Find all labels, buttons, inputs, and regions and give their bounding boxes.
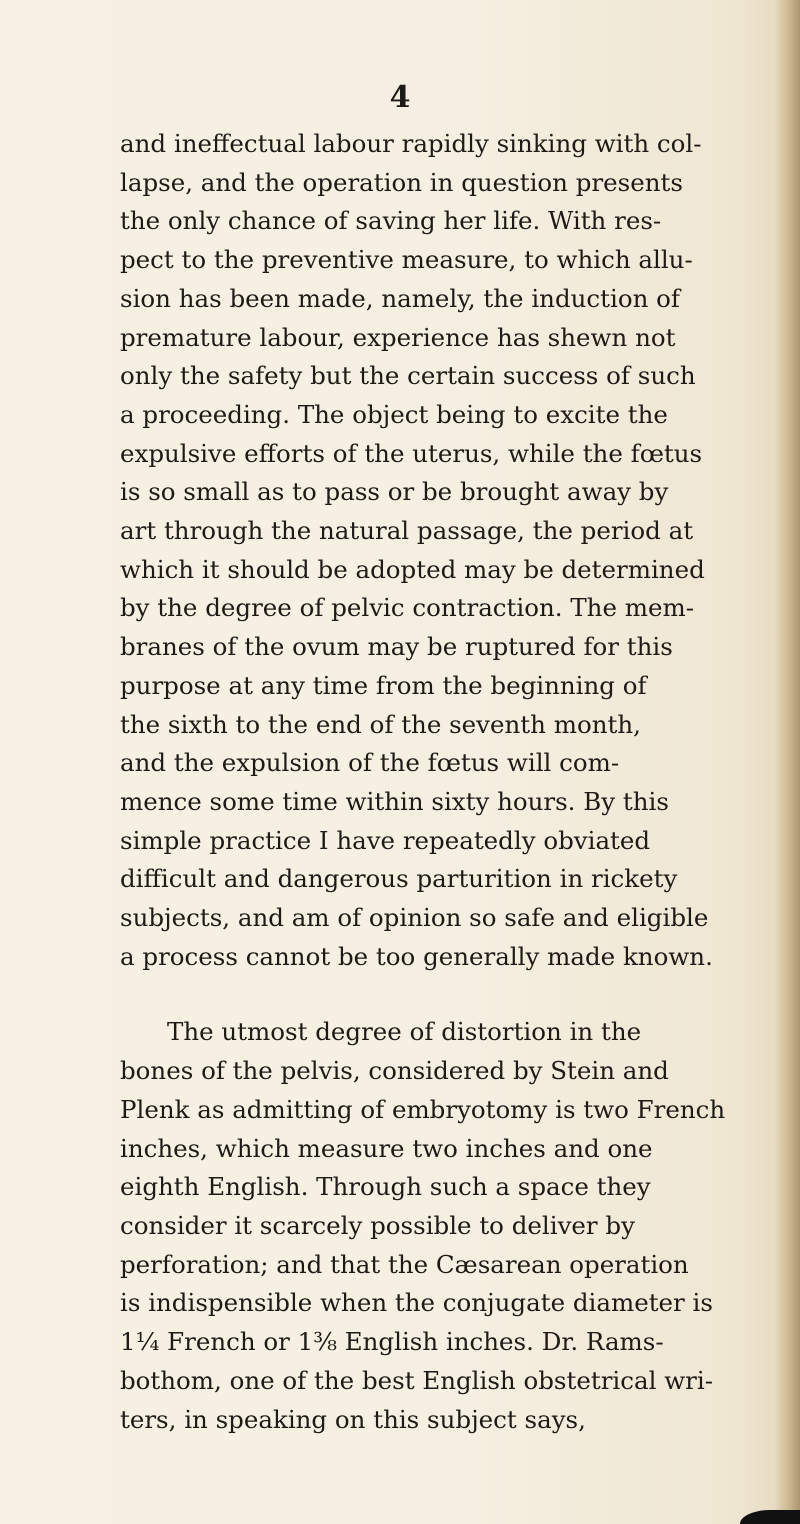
text-line: only the safety but the certain success of such [120, 361, 696, 391]
text-line: bones of the pelvis, considered by Stein and [120, 1056, 669, 1086]
text-line: subjects, and am of opinion so safe and eligible [120, 903, 709, 933]
text-line: is indispensible when the conjugate diameter is [120, 1288, 713, 1318]
page-corner-shadow [740, 1510, 800, 1524]
text-line: sion has been made, namely, the induction of [120, 283, 680, 313]
text-line: The utmost degree of distortion in the [167, 1017, 642, 1047]
text-line: the only chance of saving her life. With res- [120, 206, 662, 236]
text-line: ters, in speaking on this subject says, [120, 1404, 586, 1434]
body-text [120, 125, 760, 1439]
text-line: is so small as to pass or be brought away by [120, 477, 669, 507]
text-line: consider it scarcely possible to deliver by [120, 1210, 635, 1240]
text-line: perforation; and that the Cæsarean operation [120, 1249, 689, 1279]
text-line: Plenk as admitting of embryotomy is two French [120, 1094, 726, 1124]
text-line: difficult and dangerous parturition in rickety [120, 864, 678, 894]
text-line: and ineffectual labour rapidly sinking with col- [120, 129, 702, 158]
text-line: 1¼ French or 1⅜ English inches. Dr. Rams- [120, 1327, 664, 1357]
text-line: a process cannot be too generally made known. [120, 941, 713, 971]
paragraph-1 [120, 125, 760, 976]
text-line: branes of the ovum may be ruptured for this [120, 632, 673, 662]
text-line: pect to the preventive measure, to which allu- [120, 245, 693, 275]
text-line: a proceeding. The object being to excite the [120, 399, 668, 429]
text-line: bothom, one of the best English obstetrical wri- [120, 1365, 713, 1395]
text-line: lapse, and the operation in question presents [120, 167, 683, 197]
text-line: expulsive efforts of the uterus, while the fœtus [120, 438, 703, 468]
text-line: eighth English. Through such a space they [120, 1172, 651, 1202]
text-line: and the expulsion of the fœtus will com- [120, 748, 620, 778]
page-number: 4 [389, 80, 411, 115]
text-line: the sixth to the end of the seventh month, [120, 709, 641, 739]
page-edge-shadow [774, 0, 800, 1524]
text-line: mence some time within sixty hours. By this [120, 786, 669, 816]
text-line: simple practice I have repeatedly obviated [120, 825, 651, 855]
text-line: purpose at any time from the beginning of [120, 670, 647, 700]
text-line: premature labour, experience has shewn not [120, 322, 676, 352]
text-line: art through the natural passage, the period at [120, 516, 694, 546]
text-line: by the degree of pelvic contraction. The mem- [120, 593, 694, 623]
paragraph-2 [120, 1013, 760, 1439]
text-line: inches, which measure two inches and one [120, 1133, 653, 1163]
text-line: which it should be adopted may be determined [120, 554, 705, 584]
